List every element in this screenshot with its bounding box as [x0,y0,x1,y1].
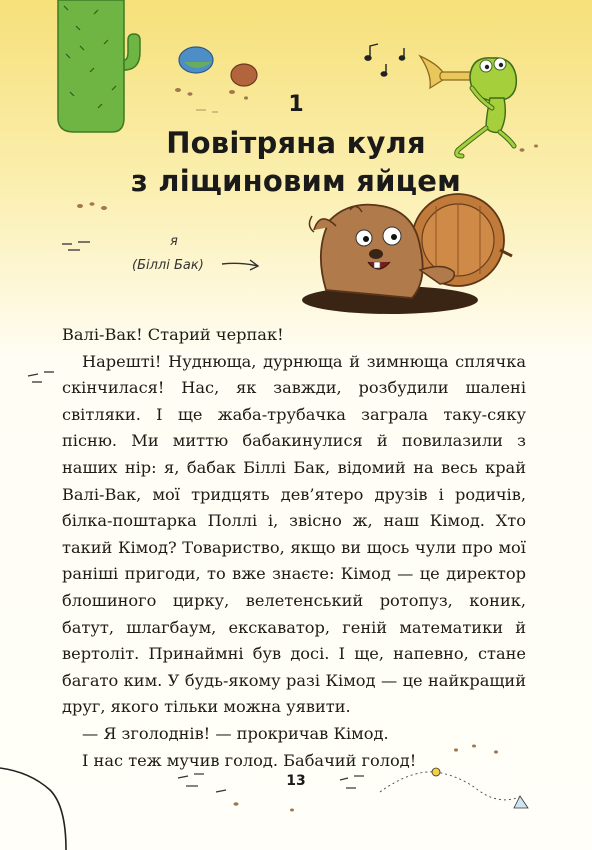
stone-blue-icon [179,47,213,73]
chapter-text [62,322,526,774]
paragraph-4: І нас теж мучив голод. Бабачий голод! [82,750,417,770]
caption-pointer: я [170,234,178,249]
page-number: 13 [286,773,306,789]
paragraph-2: Нарешті! Нуднюща, дурнюща й зимнюща сплячка скінчилася! Нас, як завжди, розбудили шалені світляки. І ще жаба-трубачка заграла таку-сяку пісню. Ми миттю бабакинулися й повилазили з наших нір: я, бабак Біллі Бак, відомий на весь край Валі-Вак, мої тридцять дев’ятеро друзів і родичів, білка-поштарка Поллі і, звісно ж, наш Кімод. Хто такий Кімод? Товариство, якщо ви щось чули про мої раніші пригоди, то вже знаєте: Кімод — це директор блошиного цирку, велетенський ротопуз, коник, батут, шлагбаум, екскаватор, геній математики й вертоліт. Принаймні був досі. І ще, напевно, стане багато ким. У будь-якому разі Кімод — це найкращий друг, якого тільки можна уявити. [62,351,526,717]
paragraph-3: — Я зголоднів! — прокричав Кімод. [82,723,389,743]
caption-name: (Біллі Бак) [132,258,204,273]
trumpet-icon [420,56,474,88]
stone-brown-icon [231,64,257,86]
caption-arrow-icon [222,260,258,270]
marmot-billy-icon [302,194,512,314]
music-notes-icon [365,44,405,76]
chapter-title-line-2: з ліщиновим яйцем [130,164,462,198]
chapter-title-line-1: Повітряна куля [166,126,426,160]
paragraph-1: Валі-Вак! Старий черпак! [62,325,284,344]
chapter-title [0,124,592,200]
chapter-number: 1 [288,92,304,117]
